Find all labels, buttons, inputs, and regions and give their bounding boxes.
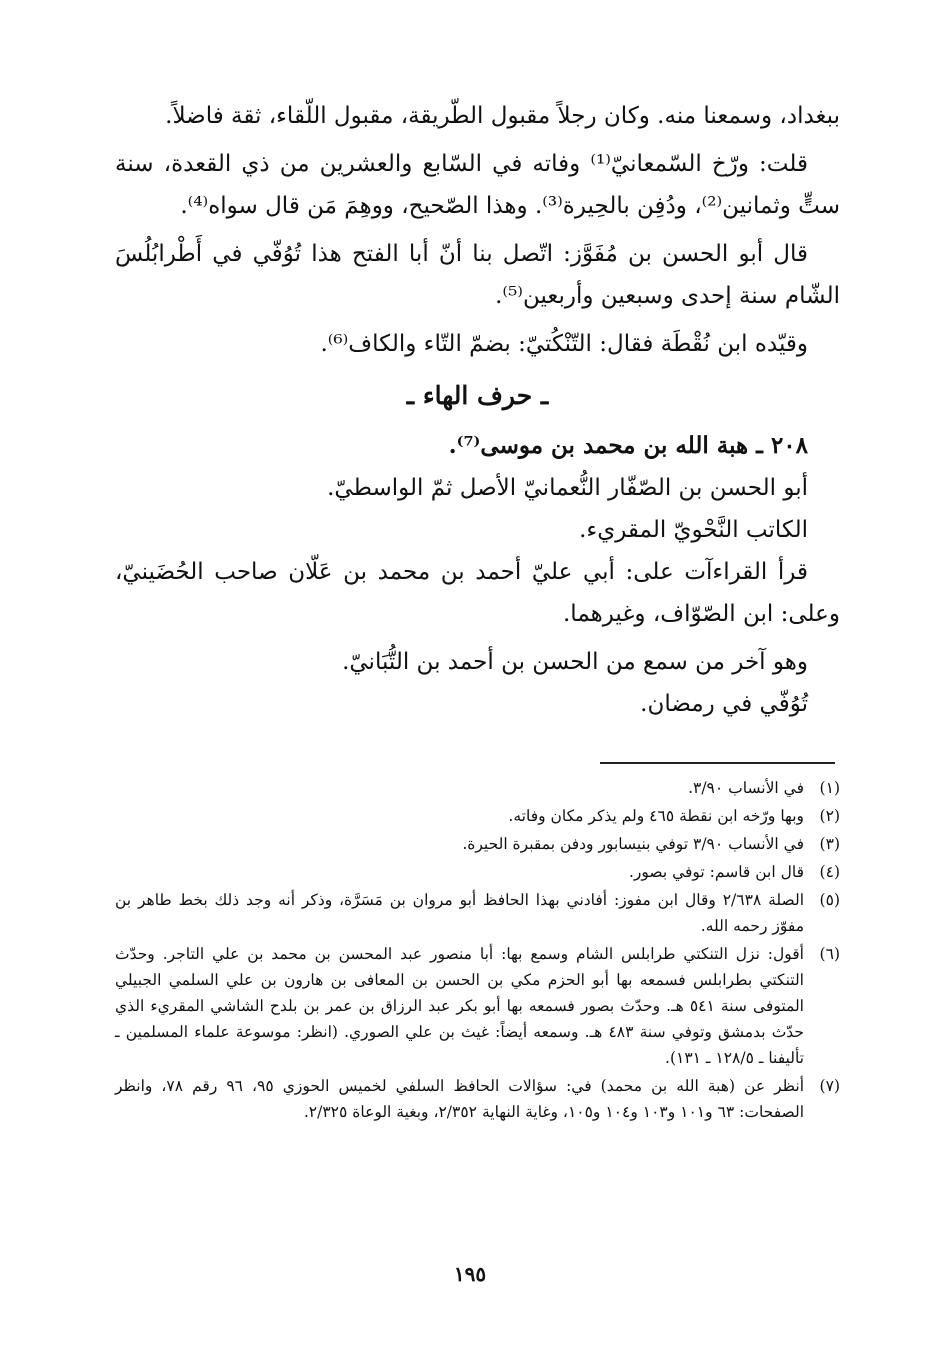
footnote-text: أنظر عن (هبة الله بن محمد) في: سؤالات الحافظ السلفي لخميس الحوزي ٩٥، ٩٦ رقم ٧٨، وانظر الصفحات: ٦٣ و١٠١ و١٠٣ و١٠٤ و١٠٥، وغاية النهاية ٢/٣٥٢، وبغية الوعاة ٢/٣٢٥.: [115, 1077, 804, 1121]
footnotes: [115, 775, 840, 1127]
footnote-number: (٢): [819, 807, 840, 825]
entry-title: ٢٠٨ ـ هبة الله بن محمد بن موسى⁽⁷⁾.: [448, 432, 808, 459]
footnote-divider: [600, 762, 835, 764]
page-number: ١٩٥: [453, 1262, 487, 1286]
footnote-text: وبها ورّخه ابن نقطة ٤٦٥ ولم يذكر مكان وفاته.: [508, 807, 804, 825]
entry-line-1: أبو الحسن بن الصّفّار النُّعمانيّ الأصل ثمّ الواسطيّ.: [327, 475, 808, 501]
entry-line-2: الكاتب النَّحْويّ المقريء.: [579, 517, 808, 543]
section-heading: ـ حرف الهاء ـ: [406, 381, 549, 410]
footnote-text: أقول: نزل التنكتي طرابلس الشام وسمع بها: أبا منصور عبد المحسن بن محمد بن علي التاجر. وحدّث التنكتي بطرابلس فسمعه بها أبو الحزم مكي بن الحسن بن المعافى بن هارون بن علي السلمي الجبيلي المتوفى سنة ٥٤١ هـ. وحدّث بصور فسمعه بها أبو بكر عبد الرزاق بن عمر بن بلدح الشاشي المقريء الذي حدّث بدمشق وتوفي سنة ٤٨٣ هـ. وسمعه أيضاً: غيث بن علي الصوري. (انظر: موسوعة علماء المسلمين ـ تأليفنا ـ ١٢٨/٥ ـ ١٣١).: [115, 945, 804, 1067]
footnote: [115, 1073, 840, 1125]
paragraph-2: قلت: ورّخ السّمعانيّ⁽¹⁾ وفاته في السّابع والعشرين من ذي القعدة، سنة ستٍّ وثمانين⁽²⁾، ودُفِن بالحِيرة⁽³⁾. وهذا الصّحيح، ووهِمَ مَن قال سواه⁽⁴⁾.: [115, 151, 840, 219]
paragraph-5: قرأ القراءآت على: أبي عليّ أحمد بن محمد بن عَلّان صاحب الحُضَينيّ، وعلى: ابن الصّوّاف، وغيرهما.: [115, 559, 840, 627]
footnote-number: (٤): [819, 863, 840, 881]
footnote: [115, 887, 840, 939]
footnote-number: (٥): [819, 891, 840, 909]
footnote: [115, 859, 840, 885]
footnote-number: (١): [819, 779, 840, 797]
footnote-number: (٧): [819, 1077, 840, 1095]
footnote-text: الصلة ٢/٦٣٨ وقال ابن مفوز: أفادني بهذا الحافظ أبو مروان بن مَسَرَّة، وذكر أنه وجد ذلك بخط طاهر بن مفوّز رحمه الله.: [115, 891, 805, 935]
main-text: [115, 95, 840, 731]
footnote-text: في الأنساب ٣/٩٠.: [688, 779, 804, 797]
footnote-text: في الأنساب ٣/٩٠ توفي بنيسابور ودفن بمقبرة الحيرة.: [462, 835, 804, 853]
entry-line-4: تُوُفّي في رمضان.: [640, 691, 808, 717]
paragraph-4: وقيّده ابن نُقْطَة فقال: التّنْكُتيّ: بضمّ التّاء والكاف⁽⁶⁾.: [320, 331, 808, 357]
footnote: [115, 941, 840, 1071]
footnote-number: (٣): [819, 835, 840, 853]
footnote-text: قال ابن قاسم: توفي بصور.: [628, 863, 804, 881]
paragraph-1: ببغداد، وسمعنا منه. وكان رجلاً مقبول الطّريقة، مقبول اللّقاء، ثقة فاضلاً.: [165, 103, 840, 129]
entry-line-3: وهو آخر من سمع من الحسن بن أحمد بن التُّبَانيّ.: [342, 649, 808, 675]
footnote: [115, 803, 840, 829]
footnote-number: (٦): [819, 945, 840, 963]
footnote: [115, 831, 840, 857]
footnote: [115, 775, 840, 801]
paragraph-3: قال أبو الحسن بن مُفَوَّز: اتّصل بنا أنّ أبا الفتح هذا تُوُفّي في أَطْرابُلُسَ الشّام سنة إحدى وسبعين وأربعين⁽⁵⁾.: [115, 241, 840, 309]
